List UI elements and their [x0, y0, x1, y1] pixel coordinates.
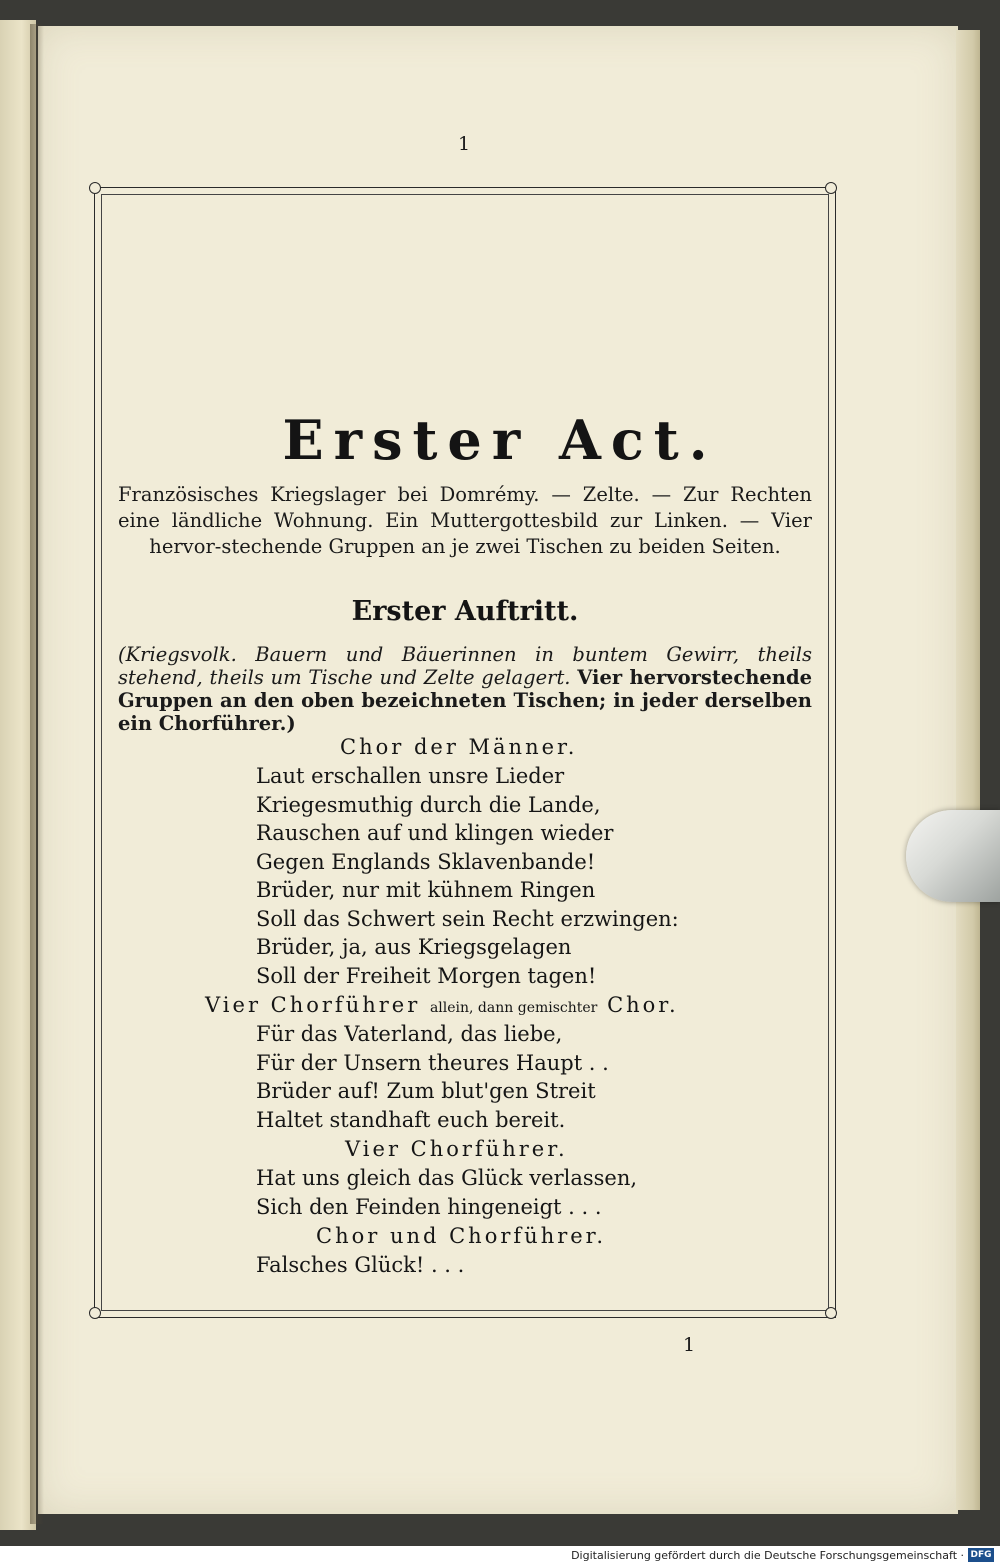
speaker-name: Chor. — [607, 993, 679, 1017]
verse-line: Brüder, ja, aus Kriegsgelagen — [256, 935, 572, 959]
stage-direction-part2: Vier hervorstechende Gruppen an den oben bezeichneten Tischen; in jeder derselben ein Chorführer.) — [118, 666, 812, 735]
verse-line: Brüder, nur mit kühnem Ringen — [256, 878, 596, 902]
verse-line: Brüder auf! Zum blut'gen Streit — [256, 1079, 596, 1103]
speaker-heading: Chor und Chorführer. — [316, 1224, 607, 1248]
verse-line: Gegen Englands Sklavenbande! — [256, 850, 596, 874]
verse-line: Falsches Glück! . . . — [256, 1253, 465, 1277]
page-number-bottom: 1 — [683, 1334, 696, 1356]
page-clip — [906, 810, 1000, 902]
page-number-top: 1 — [458, 133, 471, 155]
verse-line: Sich den Feinden hingeneigt . . . — [256, 1195, 602, 1219]
stage-direction-part1: (Kriegsvolk. Bauern und Bäuerinnen in buntem Gewirr, theils stehend, theils um Tische und Zelte gelagert. — [118, 643, 812, 689]
verse-line: Haltet standhaft euch bereit. — [256, 1108, 566, 1132]
speaker-heading: Vier Chorführer. — [345, 1137, 568, 1161]
speaker-heading — [205, 993, 679, 1017]
dfg-logo: DFG — [968, 1548, 994, 1562]
verse-line: Hat uns gleich das Glück verlassen, — [256, 1166, 638, 1190]
page-stack-edge — [956, 30, 980, 1510]
scene-setting: Französisches Kriegslager bei Domrémy. — Zelte. — Zur Rechten eine ländliche Wohnung. Ein Muttergottesbild zur Linken. — Vier hervor-stechende Gruppen an je zwei Tischen zu beiden Seiten. — [118, 483, 812, 558]
verse-line: Kriegesmuthig durch die Lande, — [256, 793, 601, 817]
funding-credit: Digitalisierung gefördert durch die Deutsche Forschungsgemeinschaft · — [571, 1549, 964, 1562]
frame-corner-ornament — [825, 1307, 837, 1319]
frame-corner-ornament — [825, 182, 837, 194]
stage-direction — [118, 643, 812, 735]
verse-line: Für das Vaterland, das liebe, — [256, 1022, 563, 1046]
act-title: Erster Act. — [282, 408, 718, 472]
spine-shadow — [30, 24, 44, 1524]
verse-line: Soll der Freiheit Morgen tagen! — [256, 964, 597, 988]
verse-line: Laut erschallen unsre Lieder — [256, 764, 565, 788]
frame-corner-ornament — [89, 1307, 101, 1319]
verse-line: Für der Unsern theures Haupt . . — [256, 1051, 609, 1075]
speaker-heading: Chor der Männer. — [340, 735, 578, 759]
frame-corner-ornament — [89, 182, 101, 194]
speaker-name: Vier Chorführer — [205, 993, 421, 1017]
speaker-note: allein, dann gemischter — [429, 1000, 598, 1016]
verse-line: Rauschen auf und klingen wieder — [256, 821, 614, 845]
verse-line: Soll das Schwert sein Recht erzwingen: — [256, 907, 679, 931]
scene-subtitle: Erster Auftritt. — [351, 596, 579, 627]
